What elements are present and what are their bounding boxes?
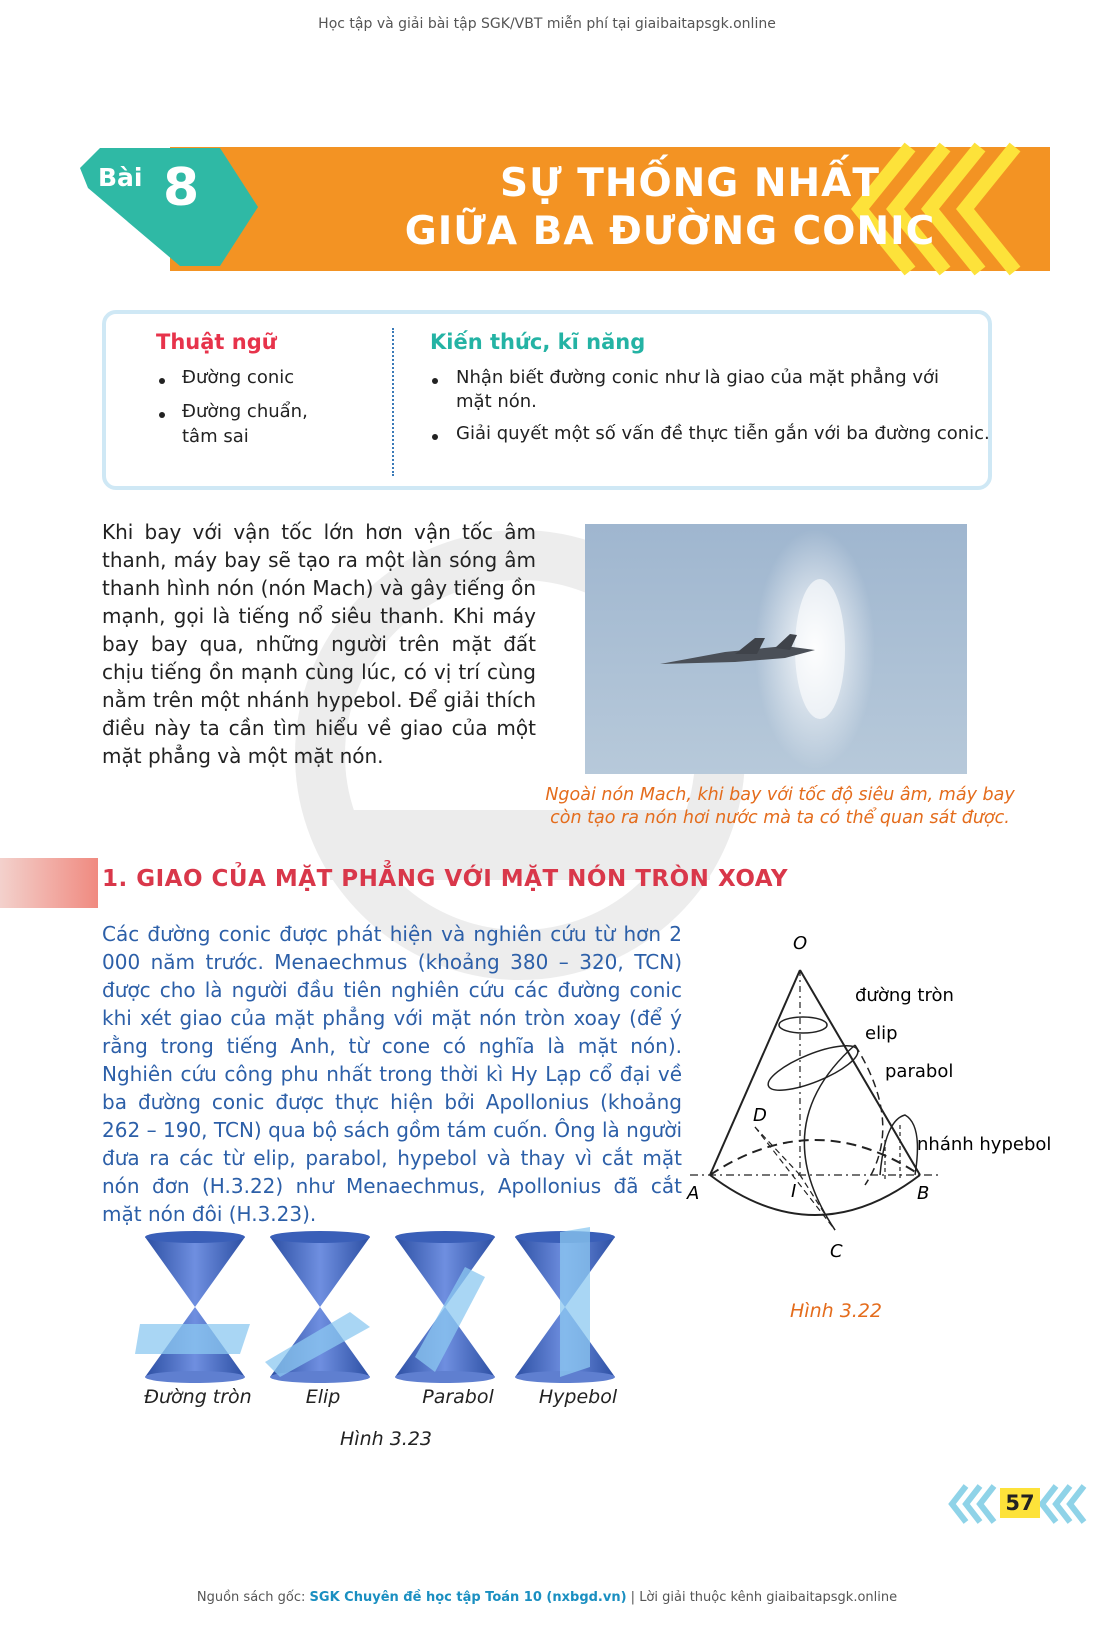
label-B: B (917, 1183, 930, 1204)
section-title: 1. GIAO CỦA MẶT PHẲNG VỚI MẶT NÓN TRÒN XOAY (102, 866, 789, 892)
bottom-note-suffix: | Lời giải thuộc kênh giaibaitapsgk.online (626, 1590, 898, 1605)
label-I: I (791, 1181, 797, 1202)
box-divider (392, 328, 394, 476)
cone-label-ellipse: Elip (305, 1386, 341, 1408)
lesson-title-line2: GIỮA BA ĐƯỜNG CONIC (404, 209, 936, 254)
skills-heading: Kiến thức, kĩ năng (430, 330, 646, 354)
figure-323-caption: Hình 3.23 (340, 1428, 432, 1450)
lesson-banner (170, 147, 1050, 271)
term-item: Đường chuẩn, (182, 401, 308, 422)
cone-label-parabola: Parabol (422, 1386, 494, 1408)
label-C: C (830, 1241, 843, 1262)
photo-caption-line1: Ngoài nón Mach, khi bay với tốc độ siêu âm, máy bay (545, 785, 1015, 805)
top-note: Học tập và giải bài tập SGK/VBT miễn phí tại giaibaitapsgk.online (318, 16, 776, 32)
bullet (432, 378, 438, 384)
double-cones-figure (140, 1232, 630, 1382)
label-parabola: parabol (885, 1061, 954, 1082)
lesson-number: 8 (163, 158, 200, 218)
cone-label-circle: Đường tròn (144, 1386, 252, 1408)
skill-item: Nhận biết đường conic như là giao của mặt phẳng với (456, 367, 940, 388)
section-paragraph: Các đường conic được phát hiện và nghiên cứu từ hơn 2 000 năm trước. Menaechmus (khoảng 380 – 320, TCN) được cho là người đầu tiên nghiên cứu các đường conic khi xét giao của mặt phẳng với mặt nón tròn xoay (để ý rằng trong tiếng Anh, từ cone có nghĩa là mặt nón). Nghiên cứu công phu nhất trong thời kì Hy Lạp cổ đại về ba đường conic được thực hiện bởi Apollonius (khoảng 262 – 190, TCN) qua bộ sách gồm tám cuốn. Ông là người đưa ra các từ elip, parabol, hypebol và thay vì cắt mặt nón đơn (H.3.22) như Menaechmus, Apollonius đã cắt mặt nón đôi (H.3.23). (102, 922, 682, 1226)
figure-322-caption: Hình 3.22 (790, 1300, 882, 1322)
bottom-note (0, 1590, 1094, 1605)
intro-paragraph: Khi bay với vận tốc lớn hơn vận tốc âm thanh, máy bay sẽ tạo ra một làn sóng âm thanh hình nón (nón Mach) và gây tiếng ồn mạnh, gọi là tiếng nổ siêu thanh. Khi máy bay bay qua, những người trên mặt đất chịu tiếng ồn mạnh cùng lúc, có vị trí cùng nằm trên một nhánh hypebol. Để giải thích điều này ta cần tìm hiểu về giao của một mặt phẳng và một mặt nón. (102, 520, 536, 768)
photo-caption (540, 784, 1020, 830)
bullet (159, 378, 165, 384)
bullet (159, 412, 165, 418)
label-circle: đường tròn (855, 985, 954, 1006)
skill-item: Giải quyết một số vấn đề thực tiễn gắn với ba đường conic. (456, 423, 990, 444)
photo-caption-line2: còn tạo ra nón hơi nước mà ta có thể quan sát được. (550, 808, 1010, 828)
label-hyperbola: nhánh hypebol (917, 1134, 1052, 1155)
bullet (432, 434, 438, 440)
cone-label-hyperbola: Hypebol (538, 1386, 618, 1408)
label-O: O (793, 933, 808, 954)
skill-item: mặt nón. (456, 391, 537, 412)
source-link[interactable]: SGK Chuyên đề học tập Toán 10 (nxbgd.vn) (309, 1590, 627, 1605)
term-item: tâm sai (182, 426, 249, 447)
label-A: A (687, 1183, 700, 1204)
label-ellipse: elip (865, 1023, 898, 1044)
page-number: 57 (1000, 1488, 1040, 1518)
supersonic-jet-photo (585, 524, 967, 774)
bottom-note-prefix: Nguồn sách gốc: (196, 1590, 310, 1605)
lesson-title-line1: SỰ THỐNG NHẤT (500, 161, 880, 206)
label-D: D (753, 1105, 767, 1126)
cone-diagram-figure (687, 925, 1090, 1275)
terms-heading: Thuật ngữ (156, 330, 277, 354)
lesson-word: Bài (98, 163, 143, 192)
term-item: Đường conic (182, 367, 295, 388)
section-marker (0, 858, 98, 908)
